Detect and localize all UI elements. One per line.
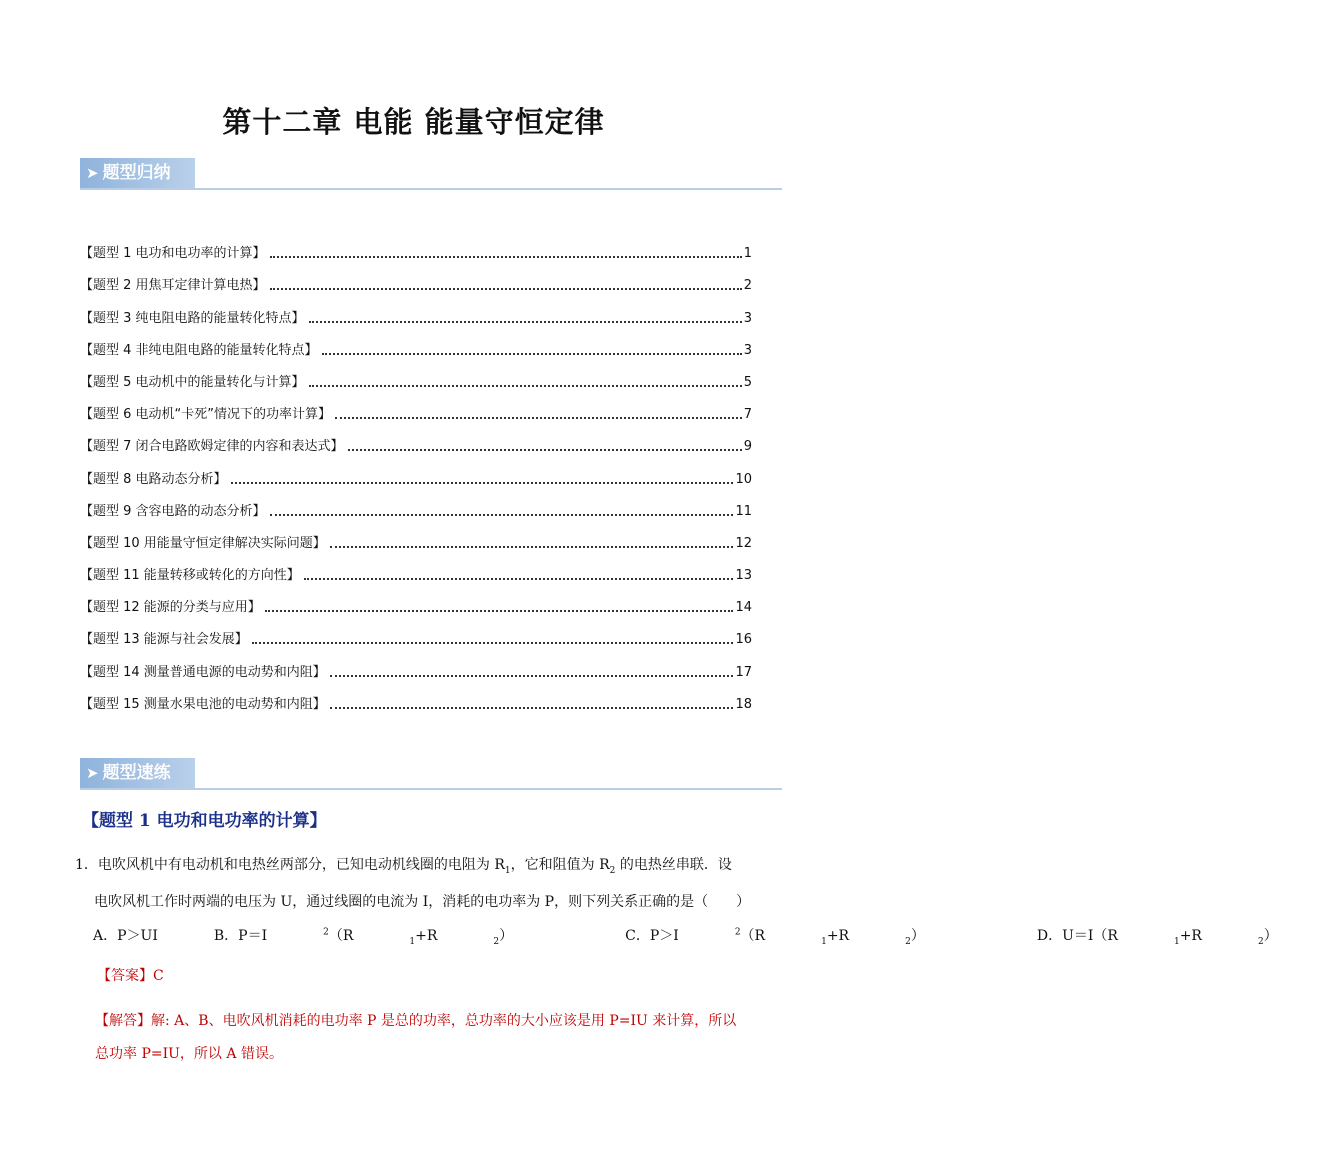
divider <box>80 788 782 790</box>
leader-dots <box>322 353 742 355</box>
toc-item[interactable] <box>80 519 752 551</box>
toc-item-page: 3 <box>743 310 752 326</box>
toc-item-label: 【题型 6 电动机“卡死”情况下的功率计算】 <box>80 407 332 423</box>
option-b[interactable]: B．P＝I $^2$（R $_1$+R $_2$） <box>213 927 514 947</box>
option-c[interactable]: C．P＞I $^2$（R $_1$+R $_2$） <box>625 927 925 947</box>
leader-dots <box>231 482 734 484</box>
option-d[interactable]: D．U＝I（R $_1$+R $_2$） <box>1036 928 1278 947</box>
question-type-heading: 【题型 1 电功和电功率的计算】 <box>82 811 327 831</box>
toc-item-label: 【题型 1 电功和电功率的计算】 <box>80 246 266 262</box>
leader-dots <box>304 578 734 580</box>
toc-item-page: 5 <box>743 374 752 390</box>
toc-item[interactable] <box>80 680 752 712</box>
toc-item-page: 13 <box>735 568 752 584</box>
answer-label: 【答案】 <box>97 968 153 984</box>
leader-dots <box>265 610 734 612</box>
leader-dots <box>252 642 734 644</box>
toc-item-label: 【题型 5 电动机中的能量转化与计算】 <box>80 374 305 390</box>
section-label: 题型归纳 <box>102 163 171 183</box>
analysis <box>95 1005 760 1071</box>
toc-item-label: 【题型 8 电路动态分析】 <box>80 471 227 487</box>
leader-dots <box>330 546 734 548</box>
toc-item[interactable] <box>80 487 752 519</box>
toc-item-page: 1 <box>743 246 752 262</box>
page-title: 第十二章 电能 能量守恒定律 <box>222 105 605 139</box>
answer-options <box>93 925 1278 947</box>
toc-item-page: 9 <box>743 439 752 455</box>
toc-item-page: 11 <box>735 503 752 519</box>
arrow-icon: ➤ <box>86 764 99 782</box>
leader-dots <box>270 288 742 290</box>
toc-item[interactable] <box>80 261 752 293</box>
toc-item-page: 10 <box>735 471 752 487</box>
answer-value: C <box>153 968 164 984</box>
section-label: 题型速练 <box>102 763 171 783</box>
leader-dots <box>335 417 742 419</box>
question-line-2: 电吹风机工作时两端的电压为 U，通过线圈的电流为 I，消耗的电功率为 P，则下列关系正确的是（ ） <box>94 893 751 910</box>
analysis-line-2: 总功率 P=IU，所以 A 错误。 <box>95 1046 283 1062</box>
toc-item-label: 【题型 2 用焦耳定律计算电热】 <box>80 278 266 294</box>
section-banner-summary <box>80 158 782 190</box>
analysis-line-1: 【解答】解: A、B、电吹风机消耗的电功率 P 是总的功率，总功率的大小应该是用 P=IU 来计算，所以 <box>95 1013 737 1029</box>
answer <box>97 965 164 985</box>
question-text <box>75 850 765 918</box>
toc-item[interactable] <box>80 358 752 390</box>
section-tag <box>80 158 195 188</box>
leader-dots <box>309 321 742 323</box>
leader-dots <box>309 385 742 387</box>
toc-item-page: 2 <box>743 278 752 294</box>
toc-item-label: 【题型 3 纯电阻电路的能量转化特点】 <box>80 310 305 326</box>
toc-item[interactable] <box>80 229 752 261</box>
toc-item[interactable] <box>80 293 752 325</box>
toc-item[interactable] <box>80 551 752 583</box>
toc-item-page: 12 <box>735 535 752 551</box>
toc-item-label: 【题型 7 闭合电路欧姆定律的内容和表达式】 <box>80 439 344 455</box>
toc-item[interactable] <box>80 390 752 422</box>
toc-item-label: 【题型 13 能源与社会发展】 <box>80 632 248 648</box>
toc-item-page: 18 <box>735 696 752 712</box>
toc-item-label: 【题型 11 能量转移或转化的方向性】 <box>80 568 300 584</box>
leader-dots <box>330 707 734 709</box>
toc-item-label: 【题型 4 非纯电阻电路的能量转化特点】 <box>80 342 318 358</box>
leader-dots <box>348 449 742 451</box>
toc-item-label: 【题型 15 测量水果电池的电动势和内阻】 <box>80 696 326 712</box>
toc-item-page: 16 <box>735 632 752 648</box>
toc-item-page: 14 <box>735 600 752 616</box>
toc-item-label: 【题型 9 含容电路的动态分析】 <box>80 503 266 519</box>
table-of-contents <box>80 229 752 712</box>
toc-item[interactable] <box>80 583 752 615</box>
toc-item-label: 【题型 10 用能量守恒定律解决实际问题】 <box>80 535 326 551</box>
toc-item-page: 3 <box>743 342 752 358</box>
arrow-icon: ➤ <box>86 164 99 182</box>
toc-item-page: 17 <box>735 664 752 680</box>
leader-dots <box>270 514 734 516</box>
toc-item[interactable] <box>80 647 752 679</box>
option-a[interactable]: A．P＞UI <box>93 928 158 944</box>
toc-item-label: 【题型 14 测量普通电源的电动势和内阻】 <box>80 664 326 680</box>
toc-item[interactable] <box>80 454 752 486</box>
toc-item[interactable] <box>80 422 752 454</box>
toc-item[interactable] <box>80 326 752 358</box>
toc-item[interactable] <box>80 615 752 647</box>
toc-item-label: 【题型 12 能源的分类与应用】 <box>80 600 261 616</box>
divider <box>80 188 782 190</box>
section-banner-practice <box>80 758 782 790</box>
section-tag <box>80 758 195 788</box>
toc-item-page: 7 <box>743 407 752 423</box>
leader-dots <box>270 256 742 258</box>
question-line-1: 1．电吹风机中有电动机和电热丝两部分，已知电动机线圈的电阻为 $R_1$，它和阻值为 $R_2$ 的电热丝串联．设 <box>75 857 732 876</box>
leader-dots <box>330 675 734 677</box>
